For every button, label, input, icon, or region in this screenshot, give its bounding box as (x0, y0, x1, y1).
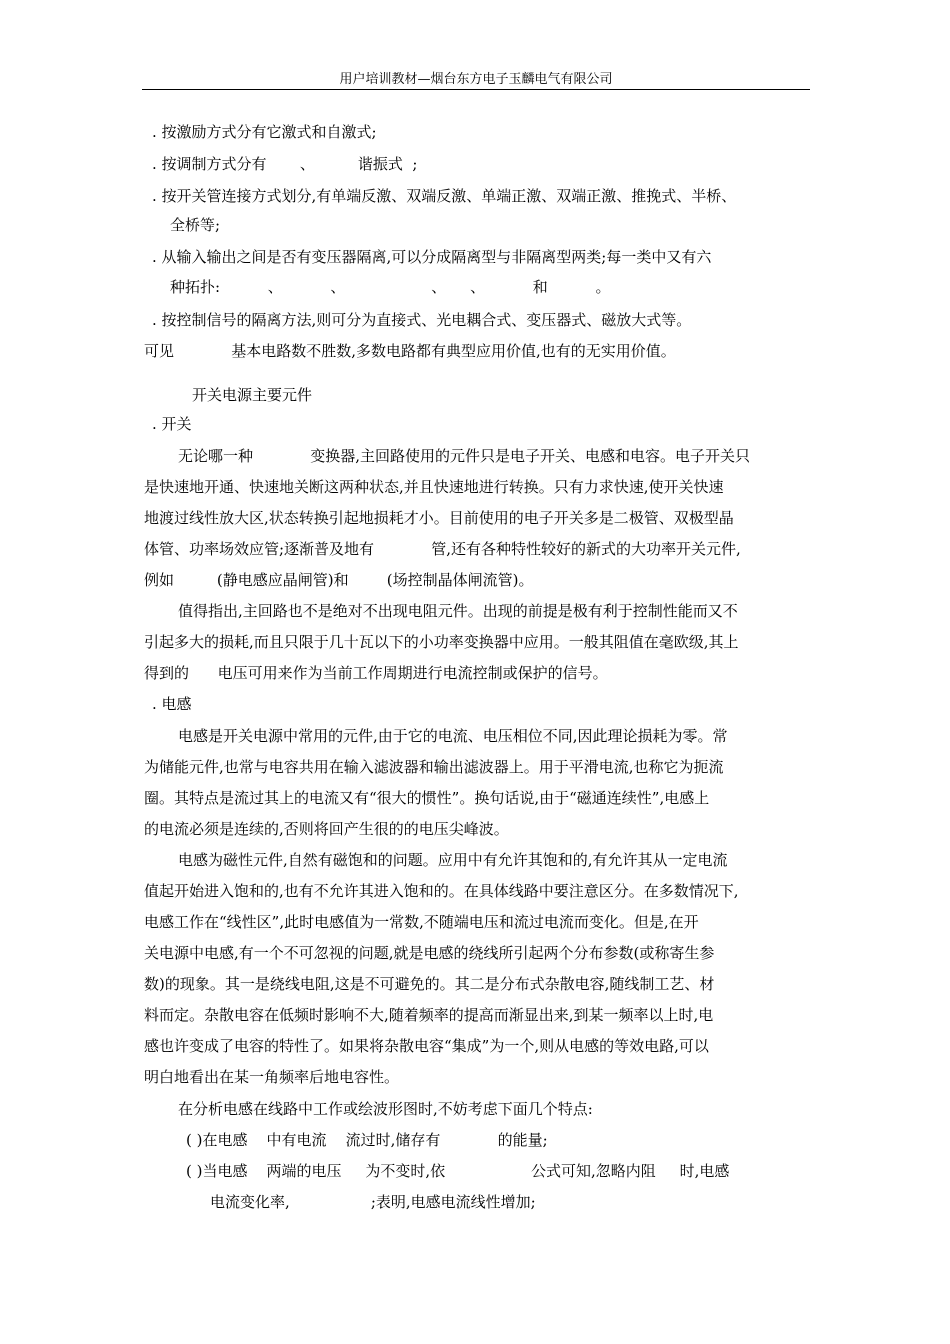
text-line: . 按开关管连接方式划分,有单端反激、双端反激、单端正激、双端正激、推挽式、半桥、 (152, 187, 737, 205)
text-line: 种拓扑: 、 、 、 、 和 。 (170, 278, 611, 296)
text-line: 料而定。杂散电容在低频时影响不大,随着频率的提高而渐显出来,到某一频率以上时,电 (144, 1006, 714, 1024)
text-line: . 按控制信号的隔离方法,则可分为直接式、光电耦合式、变压器式、磁放大式等。 (152, 311, 692, 329)
text-line: . 开关 (152, 415, 192, 433)
text-line: . 从输入输出之间是否有变压器隔离,可以分成隔离型与非隔离型两类;每一类中又有六 (152, 248, 712, 266)
text-line: 电感工作在“线性区”,此时电感值为一常数,不随端电压和流过电流而变化。但是,在开 (144, 913, 699, 931)
text-line: 电感是开关电源中常用的元件,由于它的电流、电压相位不同,因此理论损耗为零。常 (178, 727, 728, 745)
text-line: 地渡过线性放大区,状态转换引起地损耗才小。目前使用的电子开关多是二极管、双极型晶 (144, 509, 734, 527)
text-line: 得到的 电压可用来作为当前工作周期进行电流控制或保护的信号。 (144, 664, 608, 682)
text-line: 值得指出,主回路也不是绝对不出现电阻元件。出现的前提是极有利于控制性能而又不 (178, 602, 738, 620)
text-line: 明白地看出在某一角频率后地电容性。 (144, 1068, 400, 1086)
text-line: 的电流必须是连续的,否则将回产生很的的电压尖峰波。 (144, 820, 509, 838)
text-line: 电流变化率, ;表明,电感电流线性增加; (210, 1193, 536, 1211)
text-line: ( )当电感 两端的电压 为不变时,依 公式可知,忽略内阻 时,电感 (186, 1162, 730, 1180)
text-line: 例如 (静电感应晶闸管)和 (场控制晶体闸流管)。 (144, 571, 534, 589)
text-line: 全桥等; (170, 216, 221, 234)
section-heading: 开关电源主要元件 (192, 386, 313, 404)
text-line: . 按调制方式分有 、 谐振式 ; (152, 155, 418, 173)
text-line: ( )在电感 中有电流 流过时,储存有 的能量; (186, 1131, 548, 1149)
text-line: . 电感 (152, 695, 192, 713)
text-line: 体管、功率场效应管;逐渐普及地有 管,还有各种特性较好的新式的大功率开关元件, (144, 540, 741, 558)
text-line: 关电源中电感,有一个不可忽视的问题,就是电感的绕线所引起两个分布参数(或称寄生参 (144, 944, 715, 962)
text-line: 是快速地开通、快速地关断这两种状态,并且快速地进行转换。只有力求快速,使开关快速 (144, 478, 724, 496)
text-line: 数)的现象。其一是绕线电阻,这是不可避免的。其二是分布式杂散电容,随线制工艺、材 (144, 975, 715, 993)
page-header: 用户培训教材—烟台东方电子玉麟电气有限公司 (339, 72, 613, 87)
text-line: 圈。其特点是流过其上的电流又有“很大的惯性”。换句话说,由于“磁通连续性”,电感上 (144, 789, 710, 807)
header-divider (142, 89, 810, 90)
text-line: 电感为磁性元件,自然有磁饱和的问题。应用中有允许其饱和的,有允许其从一定电流 (178, 851, 728, 869)
text-line: . 按激励方式分有它激式和自激式; (152, 123, 377, 141)
text-line: 在分析电感在线路中工作或绘波形图时,不妨考虑下面几个特点: (178, 1100, 593, 1118)
text-line: 可见 基本电路数不胜数,多数电路都有典型应用价值,也有的无实用价值。 (144, 342, 676, 360)
text-line: 为储能元件,也常与电容共用在输入滤波器和输出滤波器上。用于平滑电流,也称它为扼流 (144, 758, 724, 776)
text-line: 值起开始进入饱和的,也有不允许其进入饱和的。在具体线路中要注意区分。在多数情况下, (144, 882, 739, 900)
text-line: 感也许变成了电容的特性了。如果将杂散电容“集成”为一个,则从电感的等效电路,可以 (144, 1037, 709, 1055)
text-line: 引起多大的损耗,而且只限于几十瓦以下的小功率变换器中应用。一般其阻值在毫欧级,其上 (144, 633, 739, 651)
text-line: 无论哪一种 变换器,主回路使用的元件只是电子开关、电感和电容。电子开关只 (178, 447, 750, 465)
